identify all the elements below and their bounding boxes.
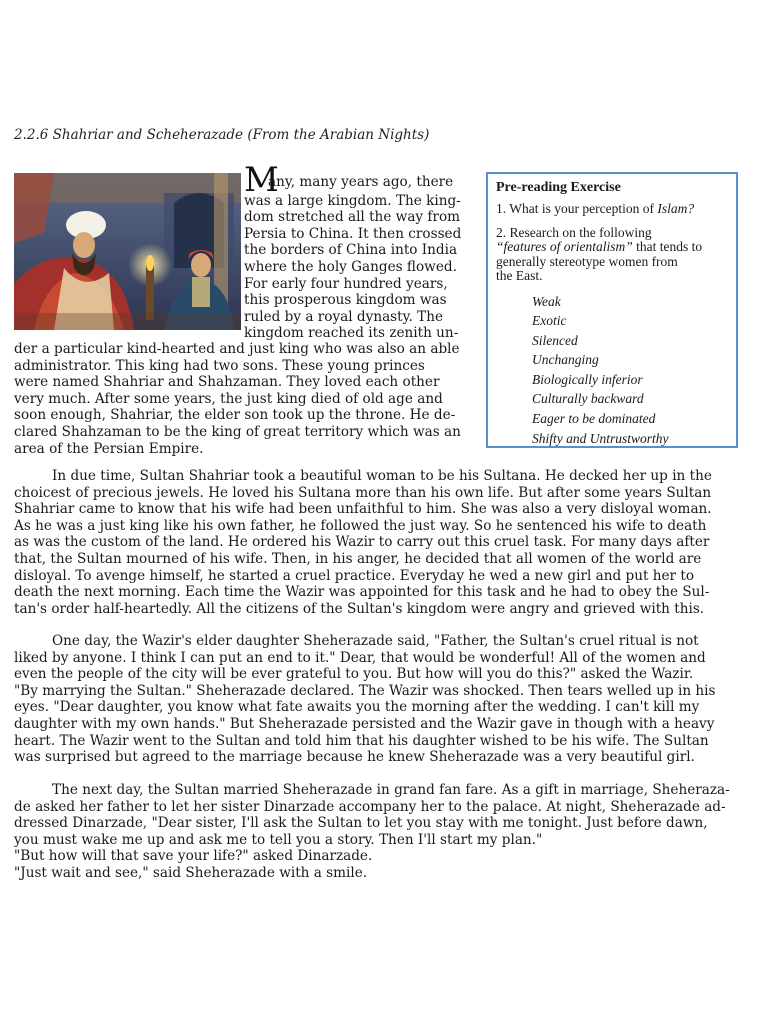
para-line: de asked her father to let her sister Dinarzade accompany her to the palace. At night, Sheherazade ad-: [14, 798, 726, 815]
story-paragraph-2: [14, 468, 756, 617]
para-line: heart. The Wazir went to the Sultan and told him that his daughter wished to be his wife. The Sultan: [14, 732, 709, 749]
para-line: One day, the Wazir's elder daughter Sheherazade said, "Father, the Sultan's cruel ritual is not: [52, 633, 699, 649]
para1-line: any, many years ago, there: [268, 174, 454, 190]
feature-item: Shifty and Untrustworthy: [532, 430, 669, 446]
para-line: death the next morning. Each time the Wazir was appointed for this task and he had to obey the Sul-: [14, 584, 710, 601]
para1-line: the borders of China into India: [244, 242, 458, 258]
q2-line: the East.: [496, 268, 543, 283]
feature-item: Biologically inferior: [532, 371, 643, 387]
q2-line: generally stereotype women from: [496, 253, 678, 269]
para1-line: this prosperous kingdom was: [244, 292, 447, 308]
feature-item: Culturally backward: [532, 391, 644, 407]
para-line: you must wake me up and ask me to tell you a story. Then I'll start my plan.": [14, 831, 543, 848]
para1-line: ruled by a royal dynasty. The: [244, 309, 443, 325]
para-line: disloyal. To avenge himself, he started a cruel practice. Everyday he wed a new girl and put her to: [14, 567, 695, 584]
feature-item: Unchanging: [532, 352, 599, 368]
exercise-question-2: [496, 226, 728, 284]
feature-item: Weak: [532, 293, 561, 309]
feature-item: Silenced: [532, 332, 578, 348]
para-line: "But how will that save your life?" asked Dinarzade.: [14, 848, 373, 865]
para-line: even the people of the city will be ever grateful to you. But how will you do this?" asked the Wazir.: [14, 666, 694, 683]
para-line: as was the custom of the land. He ordered his Wazir to carry out this cruel task. For many days after: [14, 534, 710, 551]
pre-reading-exercise-box: [486, 172, 738, 448]
illustration-image: [14, 173, 241, 330]
para-line: that, the Sultan mourned of his wife. Then, in his anger, he decided that all women of the world are: [14, 550, 702, 567]
para-line: Shahriar came to know that his wife had been unfaithful to him. She was also a very disloyal woman.: [14, 501, 712, 518]
q2-line: [496, 240, 728, 255]
feature-item: Eager to be dominated: [532, 411, 656, 427]
para-line: eyes. "Dear daughter, you know what fate awaits you the morning after the wedding. I can't kill my: [14, 699, 700, 716]
story-paragraph-4: [14, 782, 756, 882]
exercise-title: Pre-reading Exercise: [496, 180, 621, 195]
para-line: "By marrying the Sultan." Sheherazade declared. The Wazir was shocked. Then tears welled up in his: [14, 682, 716, 699]
para1-line: clared Shahzaman to be the king of great territory which was an: [14, 423, 461, 440]
para-line: As he was a just king like his own father, he followed the just way. So he sentenced his wife to death: [14, 517, 707, 534]
q2-rest: that tends to: [632, 239, 703, 254]
orientalism-feature-list: [532, 292, 728, 449]
para1-line: kingdom reached its zenith un-: [244, 325, 459, 341]
para1-line: where the holy Ganges flowed.: [244, 259, 457, 275]
para1-line: administrator. This king had two sons. These young princes: [14, 357, 425, 374]
q1-text: 1. What is your perception of: [496, 201, 658, 216]
q2-italic: “features of orientalism”: [496, 239, 633, 254]
para-line: dressed Dinarzade, "Dear sister, I'll ask the Sultan to let you stay with me tonight. Just before dawn,: [14, 815, 708, 832]
para1-line: For early four hundred years,: [244, 276, 448, 292]
para-line: The next day, the Sultan married Sheherazade in grand fan fare. As a gift in marriage, Sheheraza-: [52, 782, 730, 798]
para1-line: was a large kingdom. The king-: [244, 193, 461, 209]
para1-line: very much. After some years, the just king died of old age and: [14, 390, 443, 407]
para1-continued: [14, 341, 484, 457]
para1-line: der a particular kind-hearted and just king who was also an able: [14, 341, 460, 357]
para-line: liked by anyone. I think I can put an end to it." Dear, that would be wonderful! All of the women and: [14, 649, 706, 666]
q2-line: 2. Research on the following: [496, 224, 652, 240]
feature-item: Exotic: [532, 313, 567, 329]
para-line: In due time, Sultan Shahriar took a beautiful woman to be his Sultana. He decked her up in the: [52, 468, 712, 484]
para-line: tan's order half-heartedly. All the citizens of the Sultan's kingdom were angry and grieved with this.: [14, 600, 705, 617]
exercise-question-1: [496, 202, 728, 217]
para1-line: dom stretched all the way from: [244, 209, 461, 225]
q1-italic: Islam?: [657, 201, 695, 216]
story-paragraph-3: [14, 633, 756, 766]
para-line: daughter with my own hands." But Sheherazade persisted and the Wazir gave in though with a heavy: [14, 715, 715, 732]
para-line: choicest of precious jewels. He loved his Sultana more than his own life. But after some years Sultan: [14, 484, 712, 501]
para-line: was surprised but agreed to the marriage because he knew Sheherazade was a very beautiful girl.: [14, 749, 695, 766]
drop-cap: M: [244, 160, 279, 200]
para1-line: were named Shahriar and Shahzaman. They loved each other: [14, 374, 440, 391]
section-title: 2.2.6 Shahriar and Scheherazade (From the Arabian Nights): [14, 127, 430, 143]
para1-line: area of the Persian Empire.: [14, 440, 204, 457]
para1-line: Persia to China. It then crossed: [244, 226, 462, 242]
para1-line: soon enough, Shahriar, the elder son took up the throne. He de-: [14, 407, 456, 424]
para-line: "Just wait and see," said Sheherazade with a smile.: [14, 864, 368, 881]
